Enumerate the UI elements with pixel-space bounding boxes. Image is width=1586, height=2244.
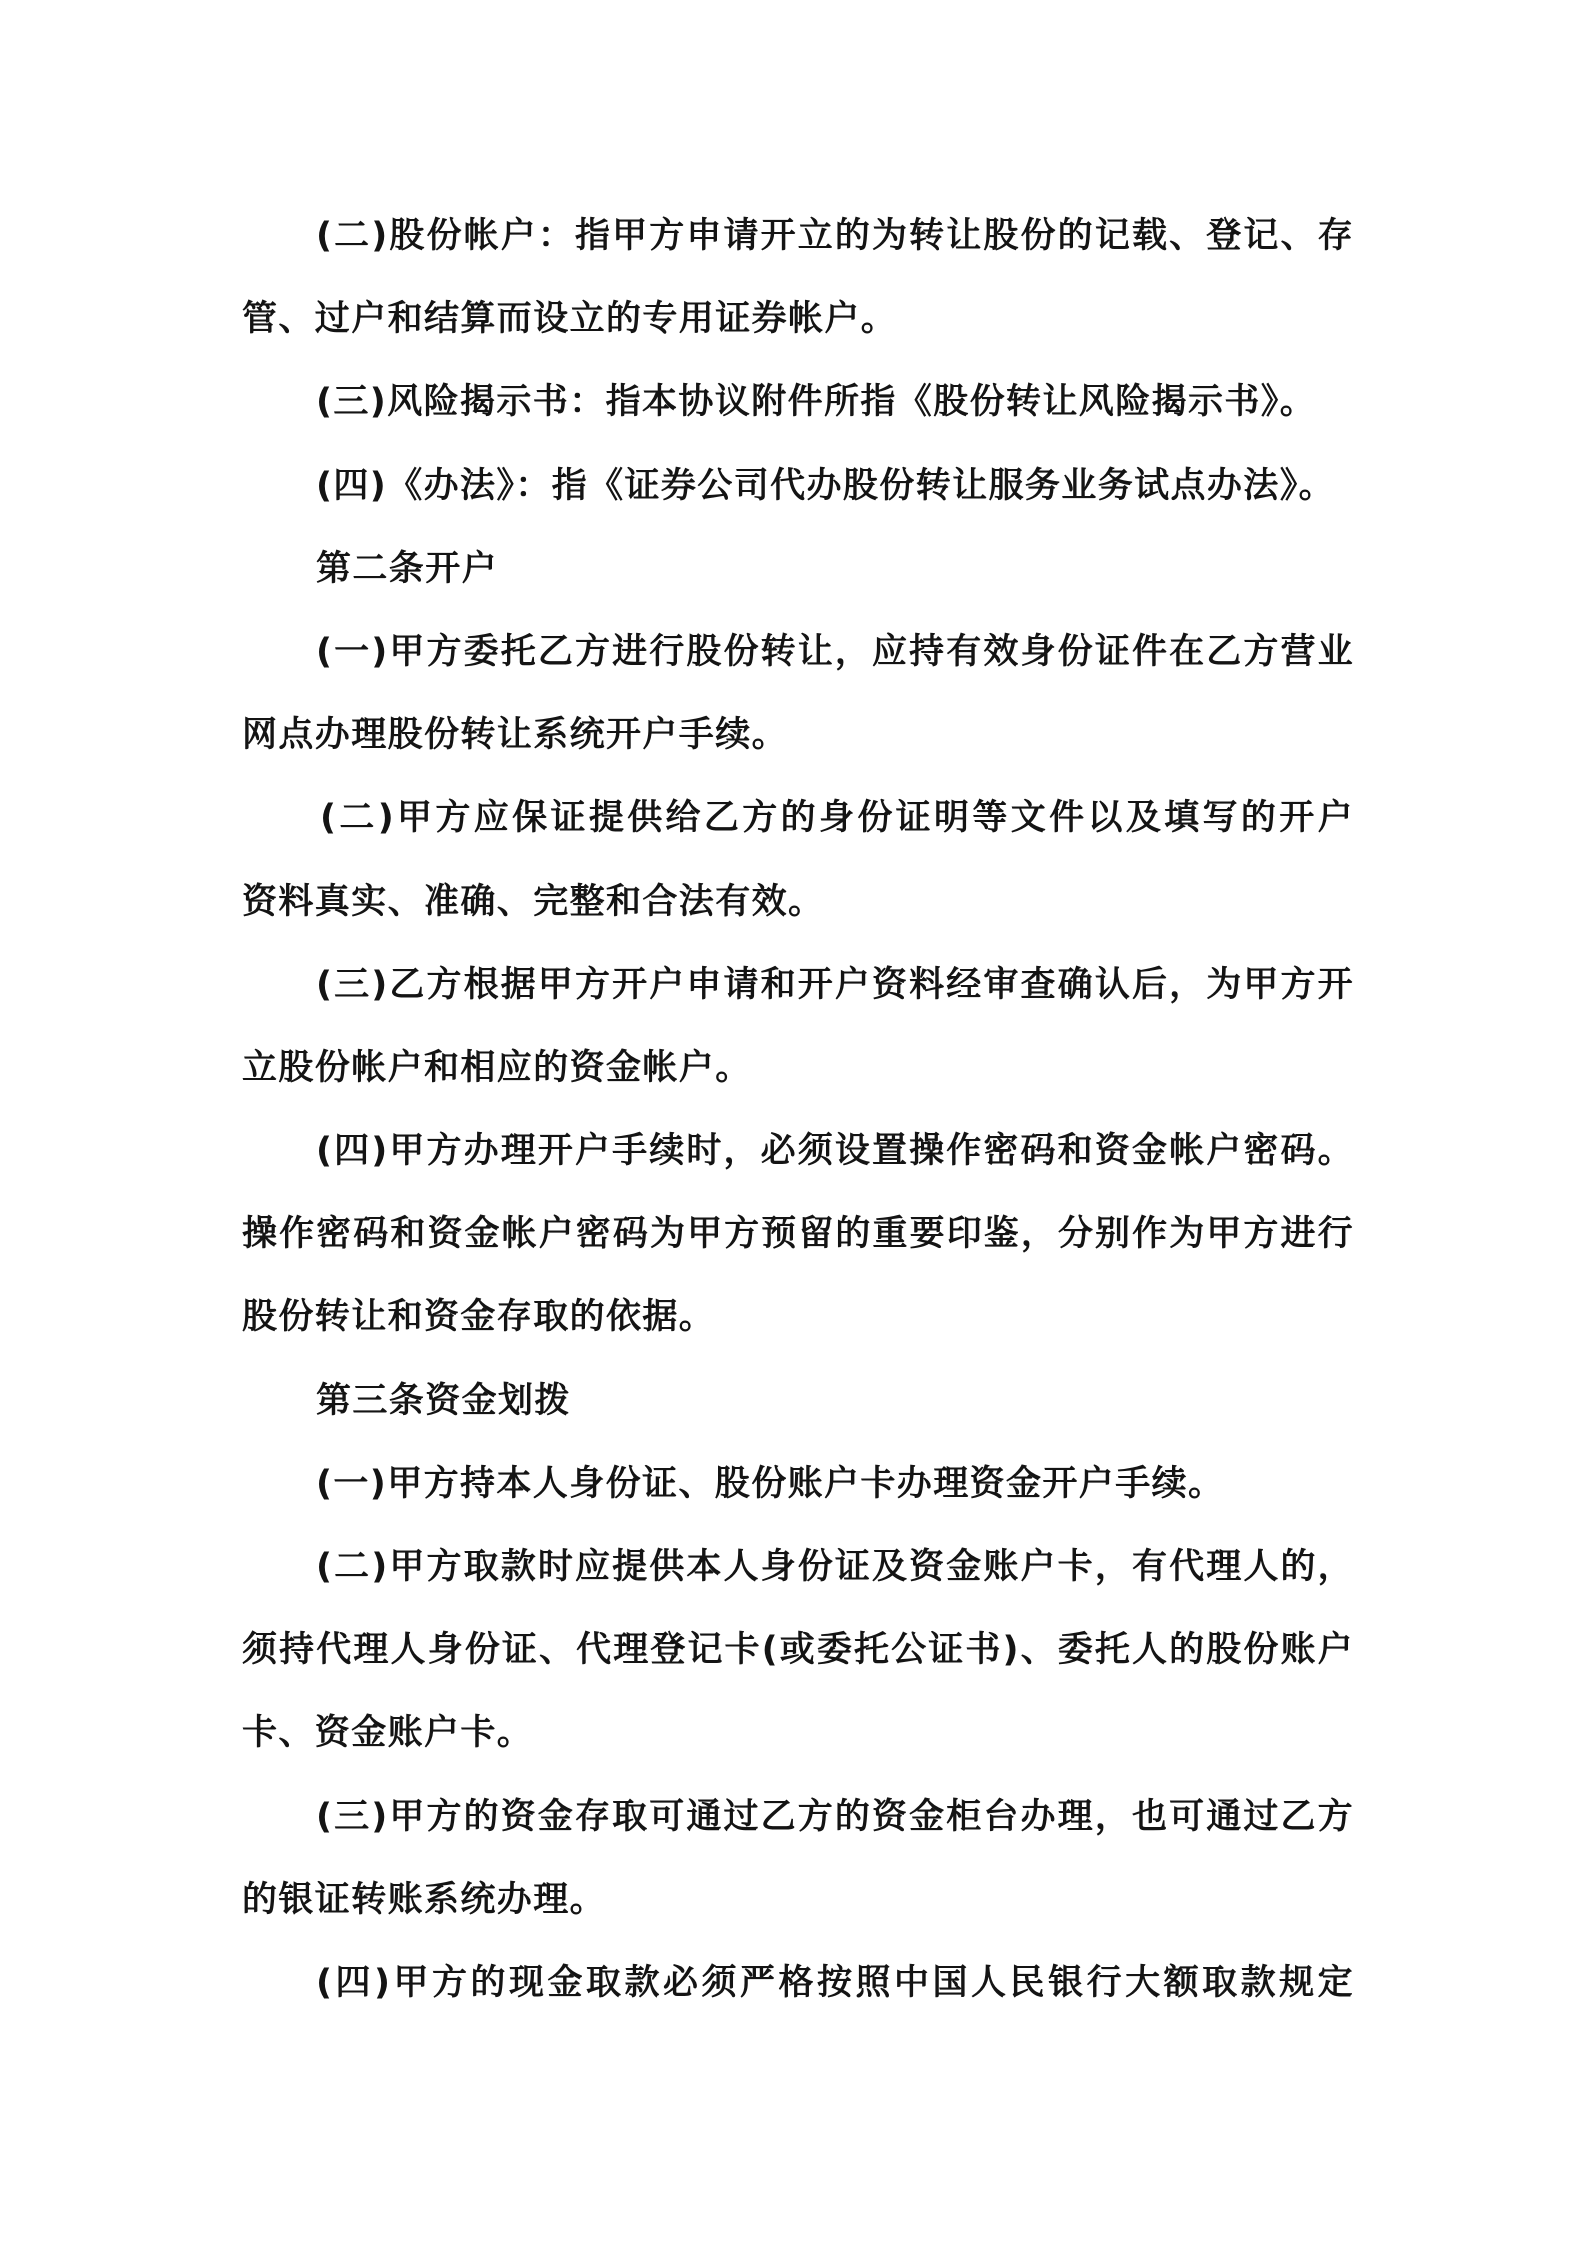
- paragraph-line: (三)甲方的资金存取可通过乙方的资金柜台办理，也可通过乙方: [316, 1796, 1354, 1837]
- paragraph-line: 立股份帐户和相应的资金帐户。: [242, 1047, 752, 1088]
- paragraph-line: (三)乙方根据甲方开户申请和开户资料经审查确认后，为甲方开: [316, 964, 1354, 1005]
- paragraph-line: 须持代理人身份证、代理登记卡(或委托公证书)、委托人的股份账户: [242, 1630, 1354, 1671]
- paragraph-line: 卡、资金账户卡。: [242, 1713, 534, 1754]
- paragraph-line: (一)甲方持本人身份证、股份账户卡办理资金开户手续。: [316, 1463, 1225, 1504]
- paragraph-line: 的银证转账系统办理。: [242, 1879, 607, 1920]
- paragraph-line: 管、过户和结算而设立的专用证券帐户。: [242, 299, 898, 340]
- paragraph-line: 操作密码和资金帐户密码为甲方预留的重要印鉴，分别作为甲方进行: [242, 1214, 1354, 1255]
- paragraph-line: (四)甲方的现金取款必须严格按照中国人民银行大额取款规定: [316, 1962, 1354, 2003]
- document-body: [242, 195, 1354, 2025]
- paragraph-line: (三)风险揭示书：指本协议附件所指《股份转让风险揭示书》。: [316, 382, 1317, 423]
- paragraph-line: (二)甲方取款时应提供本人身份证及资金账户卡，有代理人的，: [316, 1547, 1354, 1587]
- section-heading: 第三条资金划拨: [316, 1380, 571, 1421]
- section-heading: 第二条开户: [316, 548, 499, 589]
- paragraph-line: 股份转让和资金存取的依据。: [242, 1297, 716, 1338]
- paragraph-line: (四)《办法》：指《证券公司代办股份转让服务业务试点办法》。: [316, 465, 1335, 506]
- paragraph-line: (二)股份帐户：指甲方申请开立的为转让股份的记载、登记、存: [316, 216, 1354, 256]
- paragraph-line: (四)甲方办理开户手续时，必须设置操作密码和资金帐户密码。: [316, 1131, 1354, 1172]
- paragraph-line: 资料真实、准确、完整和合法有效。: [242, 881, 825, 922]
- paragraph-line: 网点办理股份转让系统开户手续。: [242, 715, 789, 756]
- paragraph-line: (一)甲方委托乙方进行股份转让，应持有效身份证件在乙方营业: [316, 631, 1354, 672]
- paragraph-line: (二)甲方应保证提供给乙方的身份证明等文件以及填写的开户: [320, 798, 1354, 839]
